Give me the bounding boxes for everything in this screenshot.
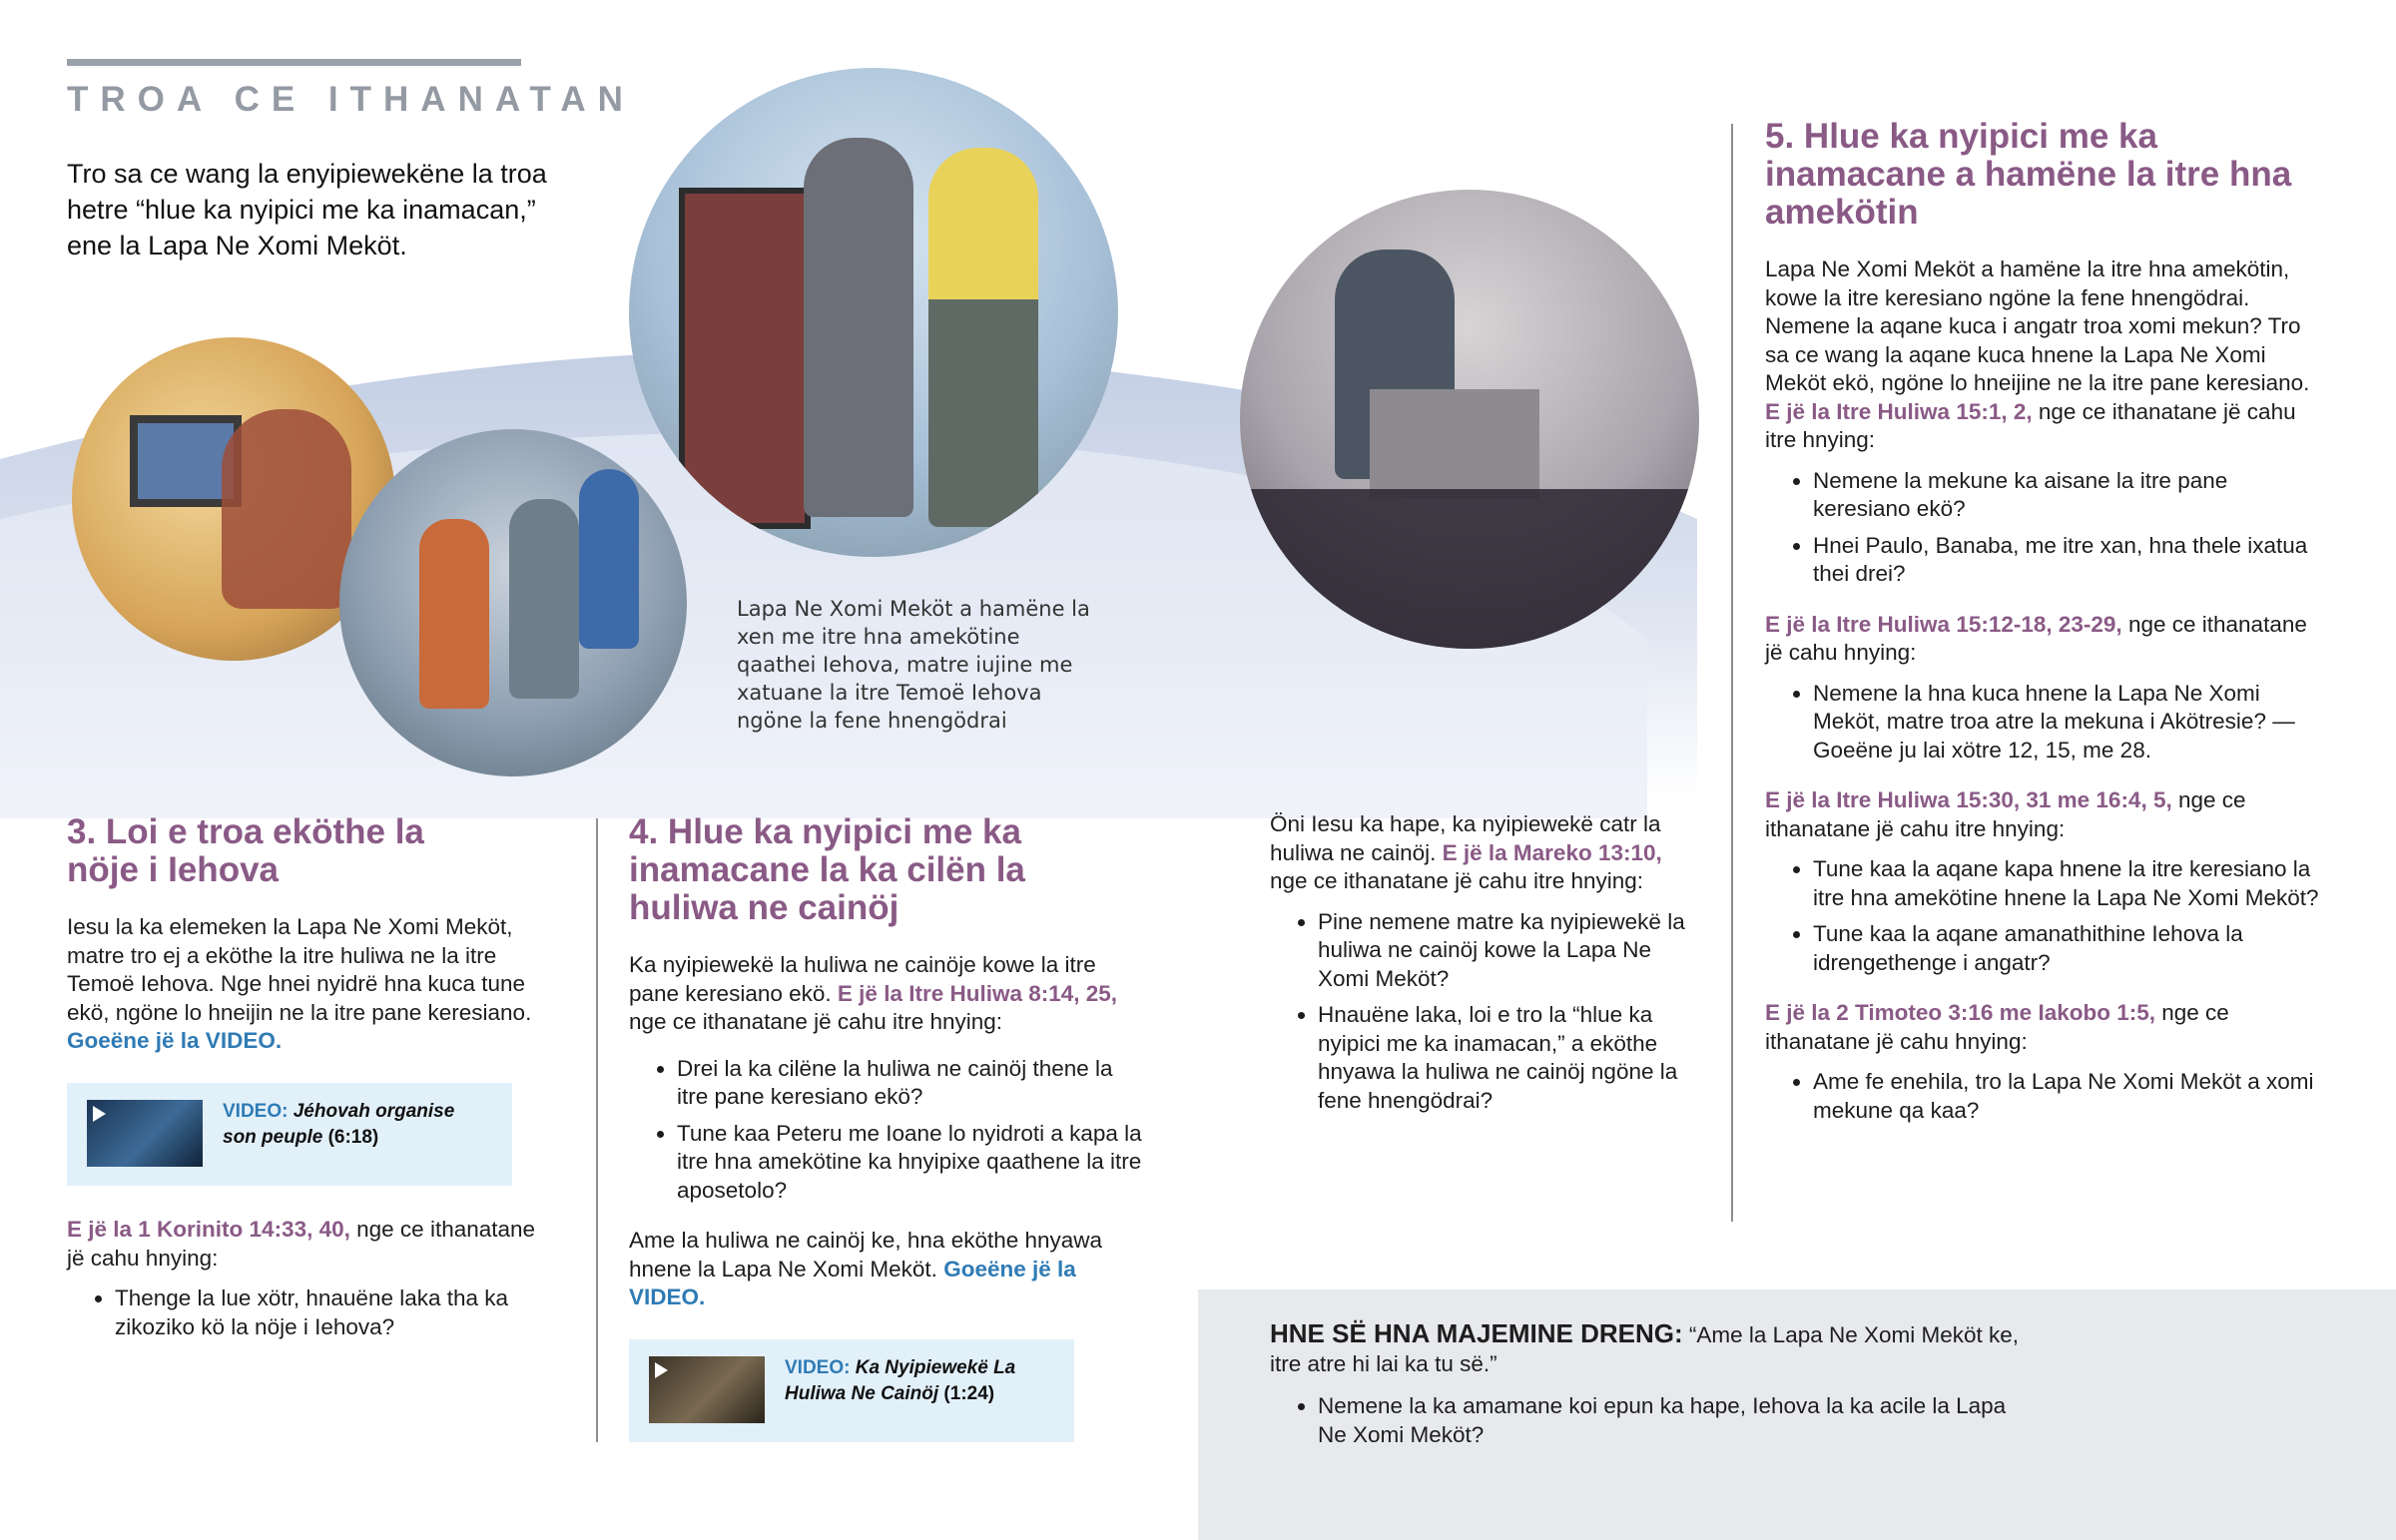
section-4-body: Ka nyipiewekë la huliwa ne cainöje kowe la itre pane keresiano ekö. xyxy=(629,952,1096,1006)
video-card-3[interactable] xyxy=(67,1083,512,1186)
worker-figure xyxy=(419,519,489,709)
question-item: • Thenge la lue xötr, hnauëne laka tha ka zikoziko kö la nöje i Iehova? xyxy=(115,1284,551,1341)
question-item: • Hnauëne laka, loi e tro la “hlue ka nyipici me ka inamacan,” a eköthe hnyawa la huliwa ne cainöj ngöne la fene hnengödrai? xyxy=(1318,1001,1699,1115)
video-thumbnail xyxy=(649,1356,765,1423)
question-item: • Nemene la mekune ka aisane la itre pane keresiano ekö? xyxy=(1813,467,2319,524)
mid-section xyxy=(1270,810,1699,1137)
section-4-video-link[interactable]: Goeëne jë la VIDEO. xyxy=(629,1256,1076,1309)
section-5-title: 5. Hlue ka nyipici me ka inamacane a hamëne la itre hna amekötin xyxy=(1765,117,2292,232)
audience-figures xyxy=(1240,489,1699,649)
question-list xyxy=(629,1055,1143,1206)
topic-heading: TROA CE ITHANATAN xyxy=(67,80,635,119)
video-duration: (6:18) xyxy=(327,1127,379,1148)
question-item: • Nemene la hna kuca hnene la Lapa Ne Xomi Meköt, matre troa atre la mekuna i Akötresie? —Goeëne ju lai xötre 12, 15, me 28. xyxy=(1813,680,2319,766)
video-thumbnail xyxy=(87,1100,203,1167)
question-intro: nge ce ithanatane jë cahu hnying: xyxy=(1765,611,2307,665)
section-3-body: Iesu la ka elemeken la Lapa Ne Xomi Meköt, matre tro ej a eköthe la itre huliwa ne la itre Temoë Iehova. Nge hnei nyidrë hna kuca tune ekö, ngöne lo hneijin ne la itre pane keresiano. xyxy=(67,914,532,1025)
illustration-relief-workers xyxy=(339,429,687,776)
intro-text: Tro sa ce wang la enyipiewekëne la troa hetre “hlue ka nyipici me ka inamacan,” ene la Lapa Ne Xomi Meköt. xyxy=(67,159,547,260)
image-caption: Lapa Ne Xomi Meköt a hamëne la xen me itre hna amekötine qaathei Iehova, matre iujine me xatuane la itre Temoë Iehova ngöne la fene hnengödrai xyxy=(737,597,1090,733)
scripture-ref[interactable]: E jë la 2 Timoteo 3:16 me Iakobo 1:5, xyxy=(1765,1000,2155,1025)
question-intro: nge ce ithanatane jë cahu hnying: xyxy=(67,1217,536,1271)
question-item: • Tune kaa la aqane amanathithine Iehova la idrengethenge i angatr? xyxy=(1813,920,2319,977)
section-5 xyxy=(1765,118,2319,1147)
play-icon xyxy=(93,1106,106,1122)
illustration-speaker xyxy=(1240,190,1699,649)
question-intro: nge ce ithanatane jë cahu itre hnying: xyxy=(1270,868,1644,893)
man-figure xyxy=(804,138,913,517)
question-list xyxy=(1765,467,2319,589)
question-list xyxy=(1765,680,2319,766)
video-card-4[interactable] xyxy=(629,1339,1074,1442)
question-intro: nge ce ithanatane jë cahu hnying: xyxy=(1765,1000,2229,1054)
summary-box xyxy=(1198,1289,2396,1540)
question-list xyxy=(1765,855,2319,977)
question-list xyxy=(1765,1068,2319,1125)
section-4-title: 4. Hlue ka nyipici me ka inamacane la ka cilën la huliwa ne cainöj xyxy=(629,812,1025,927)
column-divider xyxy=(596,818,598,1442)
video-title: Ka Nyipiewekë La Huliwa Ne Cainöj xyxy=(785,1357,1016,1404)
literature-cart-icon xyxy=(679,188,811,529)
scripture-ref[interactable]: E jë la Itre Huliwa 15:30, 31 me 16:4, 5, xyxy=(1765,787,2172,812)
section-5-body: Lapa Ne Xomi Meköt a hamëne la itre hna amekötin, kowe la itre keresiano ngöne la fene hnengödrai. Nemene la aqane kuca i angatr troa xomi mekun? Tro sa ce wang la aqane kuca hnene la Lapa Ne Xomi Meköt ekö, ngöne lo hneijine ne la itre pane keresiano. xyxy=(1765,257,2310,395)
lectern-icon xyxy=(1370,389,1539,499)
question-item: • Pine nemene matre ka nyipiewekë la huliwa ne cainöj kowe la Lapa Ne Xomi Meköt? xyxy=(1318,908,1699,994)
section-3 xyxy=(67,813,551,1074)
family-figures xyxy=(222,409,351,609)
question-intro: nge ce ithanatane jë cahu itre hnying: xyxy=(1765,787,2246,841)
section-4-body2: Ame la huliwa ne cainöj ke, hna eköthe hnyawa hnene la Lapa Ne Xomi Meköt. xyxy=(629,1228,1103,1282)
column-divider xyxy=(1731,124,1733,1222)
video-label: VIDEO: xyxy=(223,1101,289,1122)
scripture-ref[interactable]: E jë la Itre Huliwa 15:12-18, 23-29, xyxy=(1765,611,2122,637)
question-item: • Tune kaa la aqane kapa hnene la itre keresiano la itre hna amekötine hnene la Lapa Ne Xomi Meköt? xyxy=(1813,855,2319,912)
scripture-ref[interactable]: E jë la Itre Huliwa 15:1, 2, xyxy=(1765,398,2033,424)
worker-figure xyxy=(509,499,579,699)
scripture-ref[interactable]: E jë la 1 Korinito 14:33, 40, xyxy=(67,1217,350,1242)
worker-figure xyxy=(579,469,639,649)
question-list xyxy=(1270,908,1699,1116)
section-4 xyxy=(629,813,1143,1330)
question-item: • Hnei Paulo, Banaba, me itre xan, hna thele ixatua thei drei? xyxy=(1813,532,2319,589)
section-3-questions xyxy=(67,1216,551,1363)
question-intro: nge ce ithanatane jë cahu itre hnying: xyxy=(629,1009,1003,1034)
illustration-couple-cart xyxy=(629,68,1118,557)
video-title: Jéhovah organise son peuple xyxy=(223,1101,455,1148)
video-duration: (1:24) xyxy=(943,1383,995,1404)
question-list xyxy=(67,1284,551,1341)
question-item: • Drei la ka cilëne la huliwa ne cainöj thene la itre pane keresiano ekö? xyxy=(677,1055,1143,1112)
question-item: • Nemene la ka amamane koi epun ka hape, Iehova la ka acile la Lapa Ne Xomi Meköt? xyxy=(1318,1392,2017,1449)
woman-figure xyxy=(928,148,1038,527)
play-icon xyxy=(655,1362,668,1378)
summary-heading: HNE SË HNA MAJEMINE DRENG: xyxy=(1270,1318,1683,1348)
topic-rule xyxy=(67,59,521,66)
video-label: VIDEO: xyxy=(785,1357,851,1378)
scripture-ref[interactable]: E jë la Itre Huliwa 8:14, 25, xyxy=(837,980,1118,1006)
question-list xyxy=(1270,1392,2017,1449)
section-3-video-link[interactable]: Goeëne jë la VIDEO. xyxy=(67,1028,283,1053)
question-item: • Ame fe enehila, tro la Lapa Ne Xomi Meköt a xomi mekune qa kaa? xyxy=(1813,1068,2319,1125)
mid-body: Öni Iesu ka hape, ka nyipiewekë catr la huliwa ne cainöj. xyxy=(1270,811,1661,865)
section-3-title: 3. Loi e troa eköthe la nöje i Iehova xyxy=(67,812,424,889)
question-item: • Tune kaa Peteru me Ioane lo nyidroti a kapa la itre hna amekötine ka hnyipixe qaathene la itre aposetolo? xyxy=(677,1120,1143,1206)
scripture-ref[interactable]: E jë la Mareko 13:10, xyxy=(1442,839,1662,865)
summary-quote: “Ame la Lapa Ne Xomi Meköt ke, itre atre hi lai ka tu së.” xyxy=(1270,1322,2020,1376)
question-intro: nge ce ithanatane jë cahu itre hnying: xyxy=(1765,398,2296,452)
